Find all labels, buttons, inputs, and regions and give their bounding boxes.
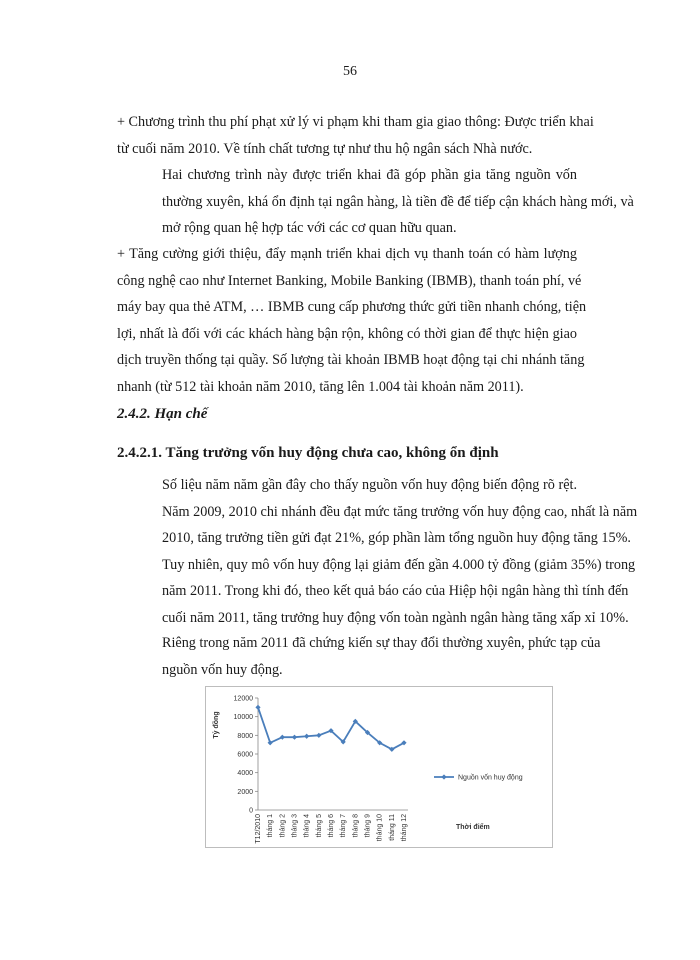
- data-point: [304, 734, 309, 739]
- legend-label: Nguồn vốn huy động: [458, 774, 523, 782]
- text-line: + Tăng cường giới thiệu, đẩy mạnh triển khai dịch vụ thanh toán có hàm lượng: [117, 246, 577, 262]
- x-tick-label: tháng 12: [401, 814, 408, 842]
- y-tick-label: 8000: [237, 732, 253, 740]
- y-tick-label: 6000: [237, 751, 253, 759]
- x-tick-label: tháng 1: [267, 814, 275, 838]
- section-heading: 2.4.2. Hạn chế: [117, 406, 208, 422]
- capital-line-chart: [205, 686, 553, 848]
- paragraph-2011-changes: [117, 630, 601, 683]
- text-line: nhanh (từ 512 tài khoản năm 2010, tăng lên 1.004 tài khoản năm 2011).: [117, 378, 524, 395]
- data-point: [292, 735, 297, 740]
- text-line: Hai chương trình này được triển khai đã góp phần gia tăng nguồn vốn: [162, 167, 577, 183]
- text-line: Năm 2009, 2010 chi nhánh đều đạt mức tăng trưởng vốn huy động cao, nhất là năm: [162, 503, 638, 520]
- paragraph-capital-fluctuation: [117, 472, 638, 631]
- x-tick-label: tháng 10: [376, 814, 384, 842]
- text-line: năm 2011. Trong khi đó, theo kết quả báo cáo của Hiệp hội ngân hàng thì tính đến: [162, 583, 629, 599]
- legend-marker: [441, 774, 446, 779]
- text-line: thường xuyên, khá ổn định tại ngân hàng, là tiền đề để tiếp cận khách hàng mới, và: [162, 193, 634, 210]
- text-line: cuối năm 2011, tăng trưởng huy động vốn toàn ngành ngân hàng tăng xấp xỉ 10%.: [162, 609, 629, 626]
- page-number: 56: [343, 64, 357, 79]
- text-line: từ cuối năm 2010. Về tính chất tương tự như thu hộ ngân sách Nhà nước.: [117, 140, 533, 157]
- y-tick-label: 4000: [237, 770, 253, 778]
- data-point: [316, 733, 321, 738]
- paragraph-ibmb-promotion: [117, 241, 587, 400]
- paragraph-programs-effect: [117, 162, 634, 242]
- text-line: Số liệu năm năm gần đây cho thấy nguồn vốn huy động biến động rõ rệt.: [162, 477, 577, 493]
- text-line: Riêng trong năm 2011 đã chứng kiến sự thay đổi thường xuyên, phức tạp của: [162, 635, 601, 651]
- x-tick-label: tháng 6: [328, 814, 335, 838]
- text-line: máy bay qua thẻ ATM, … IBMB cung cấp phương thức gửi tiền nhanh chóng, tiện: [117, 299, 587, 315]
- x-tick-label: T12/2010: [255, 814, 262, 844]
- x-tick-label: tháng 4: [303, 814, 311, 838]
- y-tick-label: 0: [249, 807, 253, 815]
- text-line: lợi, nhất là đối với các khách hàng bận rộn, không có thời gian để thực hiện giao: [117, 325, 577, 342]
- paragraph-fine-collection: [117, 109, 594, 162]
- x-tick-label: tháng 3: [291, 814, 299, 838]
- text-line: 2010, tăng trưởng tiền gửi đạt 21%, góp phần làm tổng nguồn huy động tăng 15%.: [162, 530, 631, 546]
- text-line: Tuy nhiên, quy mô vốn huy động lại giảm đến gần 4.000 tỷ đồng (giảm 35%) trong: [162, 556, 636, 573]
- x-tick-label: tháng 7: [340, 814, 348, 838]
- text-line: nguồn vốn huy động.: [162, 661, 283, 678]
- y-tick-label: 2000: [237, 788, 253, 796]
- text-line: mở rộng quan hệ hợp tác với các cơ quan hữu quan.: [162, 220, 457, 236]
- y-axis-label: Tỷ đồng: [213, 711, 220, 739]
- chart-canvas: [206, 687, 552, 847]
- x-tick-label: tháng 5: [315, 814, 323, 838]
- x-tick-label: tháng 9: [364, 814, 372, 838]
- y-tick-label: 10000: [233, 714, 253, 722]
- text-line: + Chương trình thu phí phạt xử lý vi phạm khi tham gia giao thông: Được triển khai: [117, 114, 594, 130]
- subsection-heading: 2.4.2.1. Tăng trưởng vốn huy động chưa cao, không ổn định: [117, 445, 499, 461]
- text-line: công nghệ cao như Internet Banking, Mobile Banking (IBMB), thanh toán phí, vé: [117, 272, 582, 289]
- y-tick-label: 12000: [233, 695, 253, 703]
- x-tick-label: tháng 11: [388, 814, 396, 841]
- x-axis-label: Thời điểm: [456, 824, 490, 831]
- x-tick-label: tháng 2: [279, 814, 287, 838]
- text-line: dịch truyền thống tại quầy. Số lượng tài khoản IBMB hoạt động tại chi nhánh tăng: [117, 352, 585, 368]
- x-tick-label: tháng 8: [352, 814, 360, 838]
- data-point: [255, 705, 260, 710]
